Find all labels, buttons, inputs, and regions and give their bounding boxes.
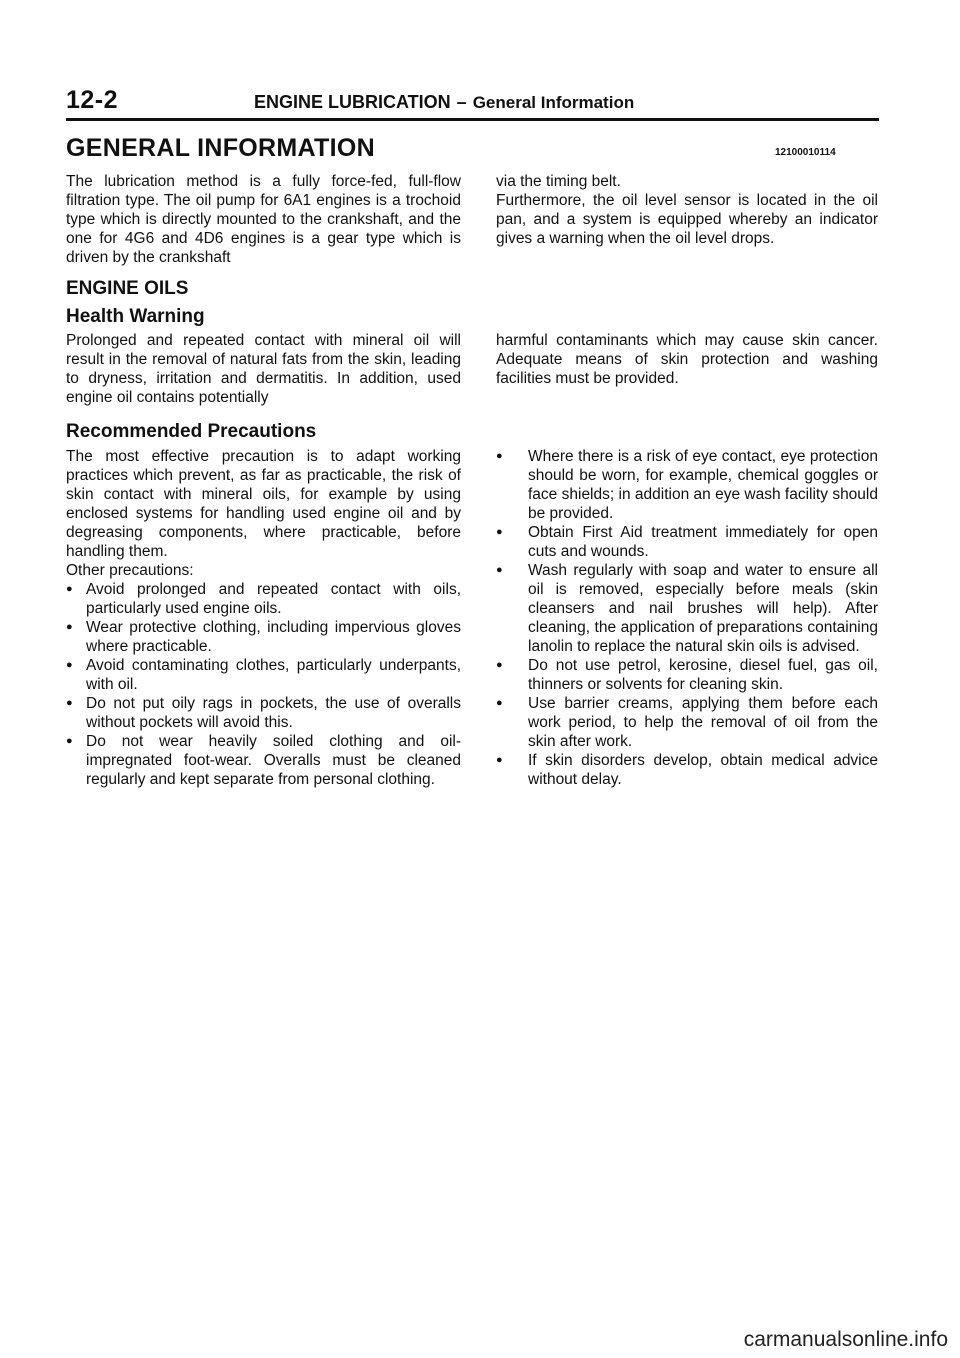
list-item: ● Do not wear heavily soiled clothing and oil-impregnated foot-wear. Overalls must be cleaned regularly and kept separate from personal clothing. [66, 732, 461, 789]
intro-right-text: Furthermore, the oil level sensor is located in the oil pan, and a system is equipped whereby an indicator gives a warning when the oil level drops. [496, 192, 878, 247]
intro-right [496, 172, 878, 248]
precautions-intro: The most effective precaution is to adapt working practices which prevent, as far as practicable, the risk of skin contact with mineral oils, for example by using enclosed systems for handling used engine oil and by degreasing components, where practicable, before handling them. [66, 448, 461, 560]
health-warning-left-text: Prolonged and repeated contact with mineral oil will result in the removal of natural fats from the skin, leading to dryness, irritation and dermatitis. In addition, used engine oil contains potentially [66, 332, 461, 406]
chapter-title: ENGINE LUBRICATION [254, 92, 451, 112]
page-number: 12-2 [66, 86, 119, 114]
running-header [254, 92, 634, 113]
engine-oils-heading: ENGINE OILS [66, 278, 189, 299]
precautions-left-list [66, 580, 461, 789]
precautions-heading: Recommended Precautions [66, 421, 317, 442]
list-item: ● Wash regularly with soap and water to ensure all oil is removed, especially before meals (skin cleansers and nail brushes will help). After cleaning, the application of preparations containing lanolin to replace the natural skin oils is advised. [496, 561, 878, 656]
health-warning-left [66, 331, 461, 407]
list-item: ● Avoid prolonged and repeated contact with oils, particularly used engine oils. [66, 580, 461, 618]
precautions-right [496, 447, 878, 789]
list-item: ● Do not use petrol, kerosine, diesel fuel, gas oil, thinners or solvents for cleaning skin. [496, 656, 878, 694]
list-item: ● Obtain First Aid treatment immediately for open cuts and wounds. [496, 523, 878, 561]
list-item: ● Wear protective clothing, including impervious gloves where practicable. [66, 618, 461, 656]
list-item: ● Avoid contaminating clothes, particularly underpants, with oil. [66, 656, 461, 694]
health-warning-right-text: harmful contaminants which may cause skin cancer. Adequate means of skin protection and washing facilities must be provided. [496, 332, 878, 387]
document-code: 12100010114 [775, 147, 836, 158]
watermark: carmanualsonline.info [743, 1328, 948, 1351]
precautions-right-list [496, 447, 878, 789]
health-warning-right [496, 331, 878, 388]
intro-left [66, 172, 461, 267]
intro-left-text: The lubrication method is a fully force-fed, full-flow filtration type. The oil pump for 6A1 engines is a trochoid type which is directly mounted to the crankshaft, and the one for 4G6 and 4D6 engines is a gear type which is driven by the crankshaft [66, 173, 461, 266]
list-item: ● Do not put oily rags in pockets, the use of overalls without pockets will avoid this. [66, 694, 461, 732]
other-precautions-label: Other precautions: [66, 562, 194, 579]
subsection-title: General Information [472, 93, 635, 112]
intro-right-line1: via the timing belt. [496, 173, 621, 190]
health-warning-heading: Health Warning [66, 306, 205, 327]
header-dash: – [456, 92, 467, 112]
header-rule [66, 118, 879, 121]
list-item: ● If skin disorders develop, obtain medical advice without delay. [496, 751, 878, 789]
precautions-left [66, 447, 461, 789]
section-title: GENERAL INFORMATION [66, 134, 375, 162]
list-item: ● Where there is a risk of eye contact, eye protection should be worn, for example, chemical goggles or face shields; in addition an eye wash facility should be provided. [496, 447, 878, 523]
list-item: ● Use barrier creams, applying them before each work period, to help the removal of oil from the skin after work. [496, 694, 878, 751]
